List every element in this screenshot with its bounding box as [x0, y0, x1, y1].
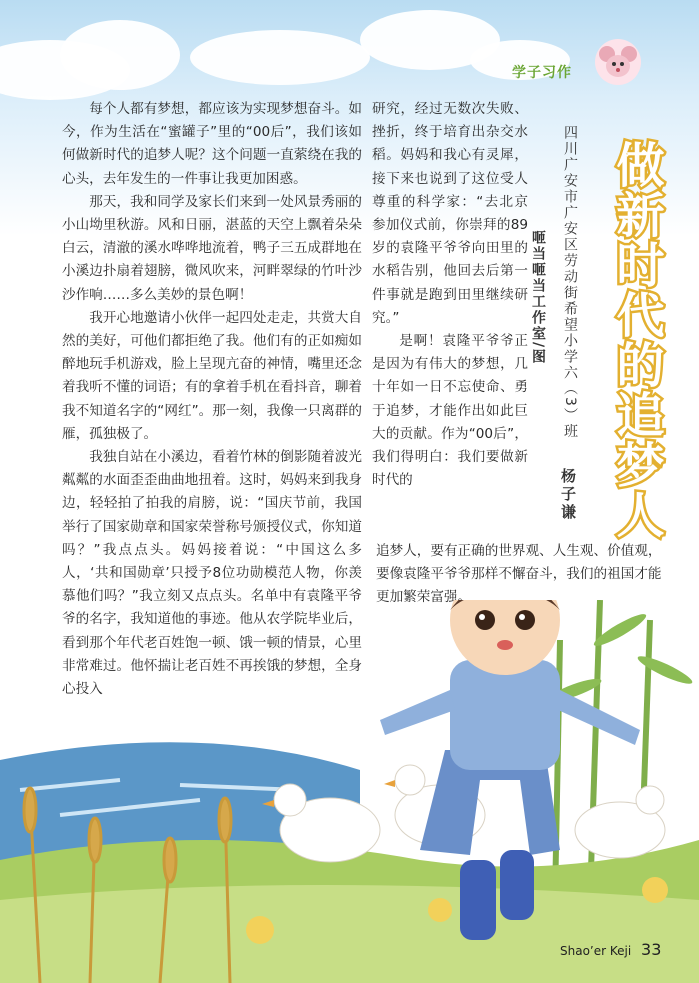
illustration-boy-with-ducks — [0, 600, 699, 983]
mouse-mascot-icon — [594, 38, 642, 86]
article-right-column — [372, 98, 528, 492]
paragraph: 我独自站在小溪边，看着竹林的倒影随着波光粼粼的水面歪歪曲曲地扭着。这时，妈妈来到我身边，轻轻拍了拍我的肩膀，说：“国庆节前，我国举行了国家勋章和国家荣誉称号颁授仪式，你知道吗？”我点点头。妈妈接着说：“中国这么多人，‘共和国勋章’只授予8位功勋模范人物，你羡慕他们吗？”我立刻又点点头。名单中有袁隆平爷爷的名字，我知道他的事迹。他从农学院毕业后，看到那个年代老百姓饱一顿、饿一顿的情景，心里非常难过。他怀揣让老百姓不再挨饿的梦想，全身心投入 — [62, 449, 362, 698]
article-title: 做新时代的追梦人 — [608, 140, 664, 540]
section-label: 学子习作 — [512, 65, 572, 81]
page-number: 33 — [641, 940, 662, 959]
article-closing-text: 追梦人，要有正确的世界观、人生观、价值观，要像袁隆平爷爷那样不懈奋斗，我们的祖国才能更加繁荣富强。 — [376, 543, 662, 606]
paragraph: 我开心地邀请小伙伴一起四处走走，共赏大自然的美好，可他们都拒绝了我。他们有的正如痴如醉地玩手机游戏，脸上呈现亢奋的神情，嘴里还念着我听不懂的词语；有的拿着手机在看抖音，聊着我不知道名字的“网红”。那一刻，我像一只离群的雁，孤独极了。 — [62, 309, 362, 442]
page-footer — [560, 940, 661, 959]
paragraph: 研究，经过无数次失败、挫折，终于培育出杂交水稻。妈妈和我心有灵犀，接下来也说到了这位受人尊重的科学家：“去北京参加仪式前，你崇拜的89岁的袁隆平爷爷向田里的水稻告别，他回去后第一件事就是跑到田里继续研究。” — [372, 101, 528, 326]
school-name: 四川广安市广安区劳动街希望小学六（3）班 — [562, 125, 578, 440]
author-name: 杨子谦 — [559, 468, 577, 522]
paragraph: 是啊！袁隆平爷爷正是因为有伟大的梦想，几十年如一日不忘使命、勇于追梦，才能作出如此巨大的贡献。作为“00后”，我们得明白：我们要做新时代的 — [372, 333, 528, 489]
magazine-name: Shao’er Keji — [560, 944, 632, 958]
paragraph: 那天，我和同学及家长们来到一处风景秀丽的小山坳里秋游。风和日丽，湛蓝的天空上飘着朵朵白云，清澈的溪水哗哗地流着，鸭子三五成群地在小溪边扑扇着翅膀，微风吹来，河畔翠绿的竹叶沙沙作响……多么美妙的景色啊！ — [62, 193, 362, 303]
paragraph: 每个人都有梦想，都应该为实现梦想奋斗。如今，作为生活在“蜜罐子”里的“00后”，我们该如何做新时代的追梦人呢？这个问题一直萦绕在我的心头，去年发生的一件事让我更加困惑。 — [62, 101, 362, 187]
illustrator-credit: 咂当咂当工作室/图 — [530, 230, 546, 366]
